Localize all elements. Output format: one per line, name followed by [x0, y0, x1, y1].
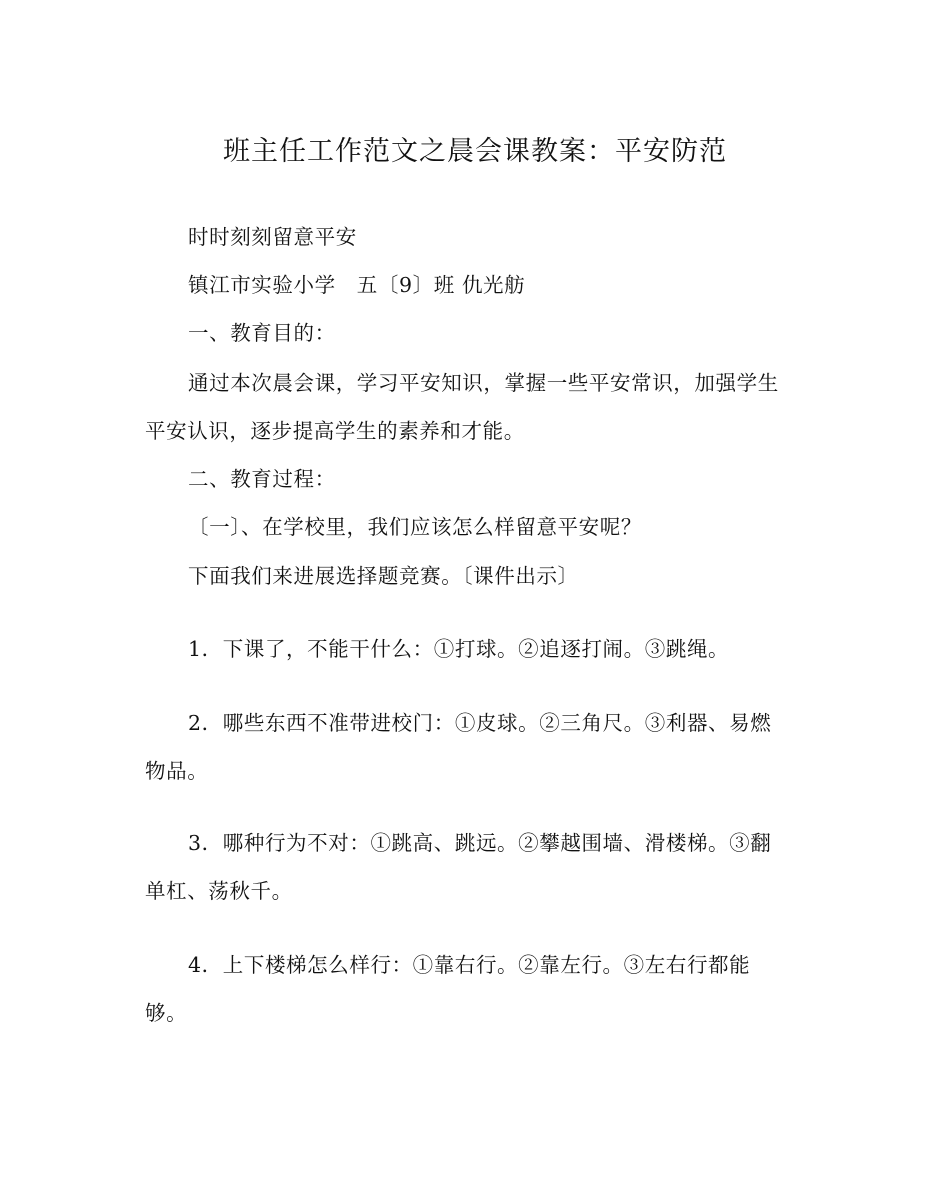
question-item-3-cont: 单杠、荡秋千。 [145, 879, 293, 903]
paragraph-line: 通过本次晨会课，学习平安知识，掌握一些平安常识，加强学生 [188, 371, 779, 395]
subsection-heading: 〔一〕、在学校里，我们应该怎么样留意平安呢？ [188, 515, 642, 539]
section-heading-purpose: 一、教育目的： [188, 321, 336, 345]
question-item-2: 2．哪些东西不准带进校门：①皮球。②三角尺。③利器、易燃 [188, 711, 772, 735]
paragraph-line: 平安认识，逐步提高学生的素养和才能。 [145, 419, 525, 443]
subtitle-line: 时时刻刻留意平安 [188, 225, 357, 249]
author-line: 镇江市实验小学 五〔9〕班 仇光舫 [188, 273, 526, 297]
document-title: 班主任工作范文之晨会课教案：平安防范 [223, 136, 727, 167]
question-item-3: 3．哪种行为不对：①跳高、跳远。②攀越围墙、滑楼梯。③翻 [188, 831, 772, 855]
question-item-2-cont: 物品。 [145, 759, 209, 783]
question-item-4-cont: 够。 [145, 1001, 188, 1025]
paragraph-line: 下面我们来进展选择题竞赛。〔课件出示〕 [188, 564, 579, 588]
section-heading-process: 二、教育过程： [188, 467, 336, 491]
question-item-1: 1．下课了，不能干什么：①打球。②追逐打闹。③跳绳。 [188, 637, 730, 661]
question-item-4: 4．上下楼梯怎么样行：①靠右行。②靠左行。③左右行都能 [188, 953, 751, 977]
